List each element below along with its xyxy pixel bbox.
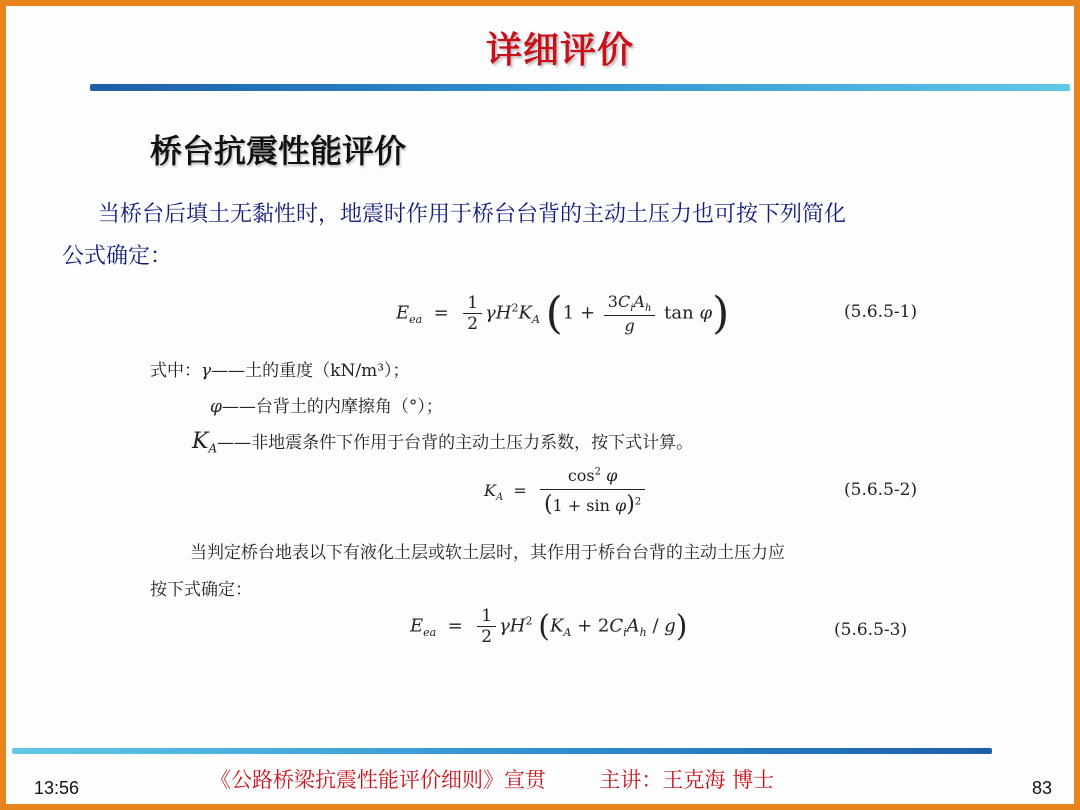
intro-paragraph (62, 194, 1042, 278)
definition-ka-text: ——非地震条件下作用于台背的主动土压力系数，按下式计算。 (217, 433, 694, 453)
definition-gamma: 式中：γ——土的重度（kN/m³）； (150, 361, 410, 381)
equation-number-1: (5.6.5-1) (844, 302, 918, 322)
definition-phi-text: ——台背土的内摩擦角（°）； (221, 397, 443, 417)
para2-line-2: 按下式确定： (150, 580, 252, 600)
definition-ka: $K_A——$非地震条件下作用于台背的主动土压力系数，按下式计算。 (192, 429, 694, 456)
liquefaction-paragraph (150, 535, 940, 609)
section-heading: 桥台抗震性能评价 (150, 132, 407, 170)
equation-number-3: (5.6.5-3) (834, 620, 908, 640)
bottom-divider (12, 748, 992, 754)
definition-prefix: 式中： (150, 361, 201, 381)
para2-line-1: 当判定桥台地表以下有液化土层或软土层时，其作用于桥台台背的主动土压力应 (190, 543, 785, 563)
slide-title: 详细评价 (485, 30, 634, 71)
definition-gamma-text: ——土的重度（kN/m³）； (211, 361, 410, 381)
intro-line-1: 当桥台后填土无黏性时，地震时作用于桥台台背的主动土压力也可按下列简化 (98, 202, 847, 227)
footer-time: 13:56 (34, 778, 80, 798)
equation-number-2: (5.6.5-2) (844, 480, 918, 500)
equation-5-6-5-1: $E_{ea}$ = $\frac{1}{2}$ $\gamma H^2K_A$ (1 + $\frac{3C_iA_h}{g}$ tan φ) (396, 288, 730, 339)
page-number: 83 (1032, 778, 1053, 798)
top-divider (90, 84, 1070, 91)
footer-course-title: 《公路桥梁抗震性能评价细则》宣贯 主讲：王克海 博士 (210, 768, 775, 792)
equation-5-6-5-2: $K_A$ = $\frac{\cos^2 \varphi}{(1 + \sin \varphi)^2}$ (484, 466, 648, 517)
definition-phi: φ——台背土的内摩擦角（°）； (210, 397, 443, 417)
intro-line-2: 公式确定： (62, 244, 173, 269)
equation-5-6-5-3: $E_{ea}$ = $\frac{1}{2}$ $\gamma H^2$ $(K_A + 2C_iA_h / g)$ (410, 606, 688, 647)
